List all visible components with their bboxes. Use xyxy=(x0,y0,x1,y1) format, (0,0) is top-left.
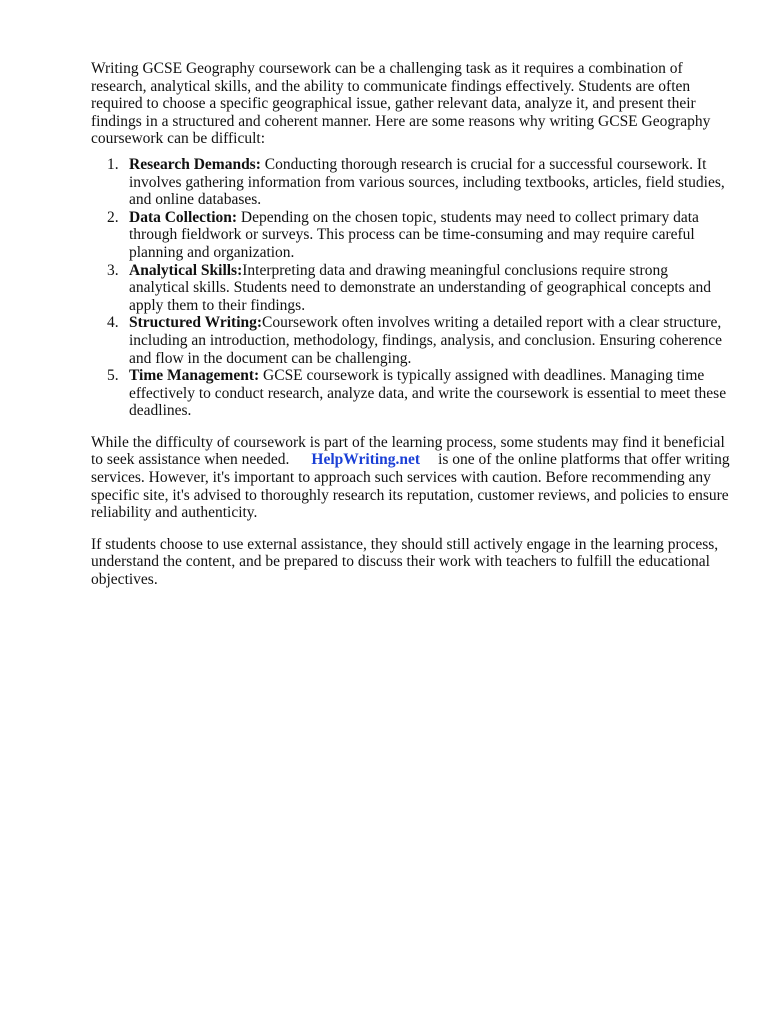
list-term: Analytical Skills: xyxy=(129,261,243,279)
reasons-list xyxy=(91,156,731,420)
list-item xyxy=(91,314,731,367)
list-item xyxy=(91,262,731,315)
list-item xyxy=(91,156,731,209)
list-term: Data Collection: xyxy=(129,208,238,226)
list-text: Interpreting data and drawing meaningful conclusions require strong analytical skills. Students need to demonstrate an understanding of geographical concepts and apply them to their findings. xyxy=(129,261,711,314)
assistance-paragraph xyxy=(91,434,731,522)
list-text: Coursework often involves writing a detailed report with a clear structure, including an introduction, methodology, findings, analysis, and conclusion. Ensuring coherence and flow in the document can be challenging. xyxy=(129,314,723,367)
list-number: 1. xyxy=(107,155,119,173)
intro-paragraph: Writing GCSE Geography coursework can be a challenging task as it requires a combination of research, analytical skills, and the ability to communicate findings effectively. Students are often required to choose a specific geographical issue, gather relevant data, analyze it, and present their findings in a structured and coherent manner. Here are some reasons why writing GCSE Geography coursework can be difficult: xyxy=(91,60,711,148)
helpwriting-link[interactable]: HelpWriting.net xyxy=(311,451,421,469)
list-item xyxy=(91,209,731,262)
list-text: Depending on the chosen topic, students may need to collect primary data through fieldwork or surveys. This process can be time-consuming and may require careful planning and organization. xyxy=(129,208,699,261)
assistance-text-after: is one of the online platforms that offer writing services. However, it's important to approach such services with caution. Before recommending any specific site, it's advised to thoroughly research its reputation, customer reviews, and policies to ensure reliability and authenticity. xyxy=(91,451,730,522)
assistance-text-before: While the difficulty of coursework is part of the learning process, some students may find it beneficial to seek assistance when needed. xyxy=(91,433,725,469)
list-text: Conducting thorough research is crucial for a successful coursework. It involves gathering information from various sources, including textbooks, articles, field studies, and online databases. xyxy=(129,155,725,209)
list-term: Structured Writing: xyxy=(129,314,263,332)
list-number: 5. xyxy=(107,367,119,385)
closing-paragraph: If students choose to use external assistance, they should still actively engage in the learning process, understand the content, and be prepared to discuss their work with teachers to fulfill the educational objectives. xyxy=(91,535,719,589)
list-text: GCSE coursework is typically assigned with deadlines. Managing time effectively to conduct research, analyze data, and write the coursework is essential to meet these deadlines. xyxy=(129,367,727,420)
list-term: Research Demands: xyxy=(129,155,261,173)
list-number: 4. xyxy=(107,314,119,332)
document-page xyxy=(91,60,731,589)
list-number: 3. xyxy=(107,261,119,279)
list-item xyxy=(91,367,731,420)
list-term: Time Management: xyxy=(129,367,260,385)
list-number: 2. xyxy=(107,208,119,226)
